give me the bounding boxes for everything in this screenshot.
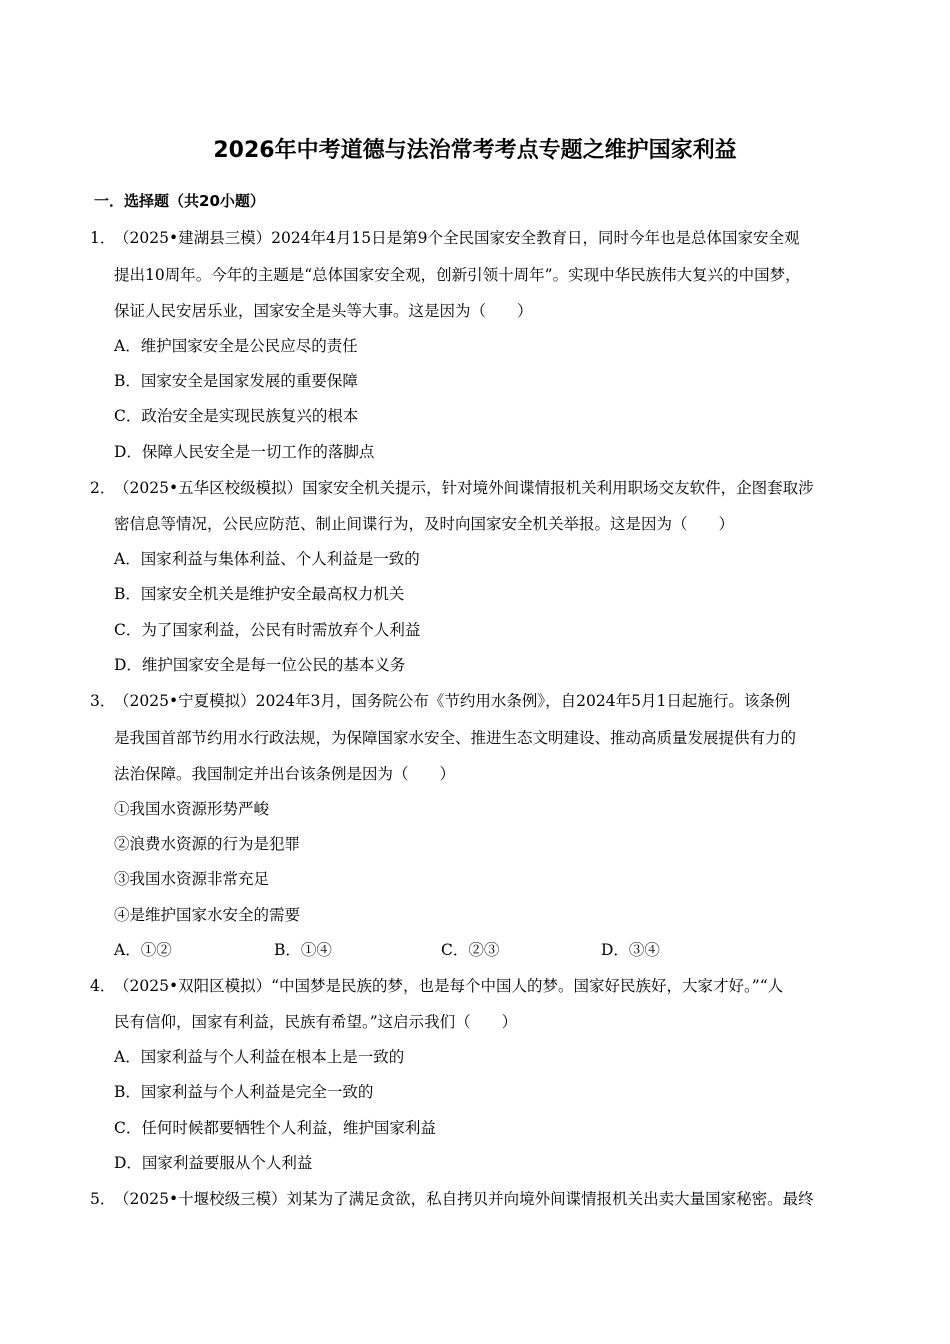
answer-option: B．国家安全机关是维护安全最高权力机关 xyxy=(114,585,405,603)
question-text-line: 密信息等情况，公民应防范、制止间谍行为，及时向国家安全机关举报。这是因为（ ） xyxy=(114,515,735,533)
answer-option: A．国家利益与个人利益在根本上是一致的 xyxy=(114,1048,405,1066)
answer-option: A．维护国家安全是公民应尽的责任 xyxy=(114,337,358,355)
answer-option: B．国家安全是国家发展的重要保障 xyxy=(114,372,358,390)
question-text-line: 保证人民安居乐业，国家安全是头等大事。这是因为（ ） xyxy=(114,302,533,320)
answer-option: C．任何时候都要牺牲个人利益，维护国家利益 xyxy=(114,1119,436,1137)
answer-option: D．国家利益要服从个人利益 xyxy=(114,1154,313,1172)
answer-option: D．保障人民安全是一切工作的落脚点 xyxy=(114,443,375,461)
question-text-line: （2025•建湖县三模）2024年4月15日是第9个全民国家安全教育日，同时今年也是总体国家安全观 xyxy=(114,229,800,247)
question-text-line: （2025•双阳区模拟）“中国梦是民族的梦，也是每个中国人的梦。国家好民族好，大家才好。”“人 xyxy=(114,977,784,995)
question-number: 4． xyxy=(90,977,116,995)
answer-option: A．国家利益与集体利益、个人利益是一致的 xyxy=(114,550,420,568)
statement-item: ④是维护国家水安全的需要 xyxy=(114,906,301,924)
statement-item: ③我国水资源非常充足 xyxy=(114,870,270,888)
choice-option: D．③④ xyxy=(601,941,660,959)
choice-option: B．①④ xyxy=(274,941,332,959)
question-text-line: 民有信仰，国家有利益，民族有希望。”这启示我们（ ） xyxy=(114,1013,518,1031)
answer-option: C．为了国家利益，公民有时需放弃个人利益 xyxy=(114,621,421,639)
question-number: 1． xyxy=(90,229,116,247)
question-text-line: （2025•十堰校级三模）刘某为了满足贪欲，私自拷贝并向境外间谍情报机关出卖大量国家秘密。最终 xyxy=(114,1190,814,1208)
question-number: 2． xyxy=(90,479,116,497)
answer-option: C．政治安全是实现民族复兴的根本 xyxy=(114,407,359,425)
question-text-line: （2025•宁夏模拟）2024年3月，国务院公布《节约用水条例》，自2024年5月1日起施行。该条例 xyxy=(114,692,791,710)
section-heading: 一．选择题（共20小题） xyxy=(94,192,265,210)
answer-option: D．维护国家安全是每一位公民的基本义务 xyxy=(114,656,406,674)
choice-option: C．②③ xyxy=(441,941,500,959)
choice-row xyxy=(0,938,950,962)
question-text-line: （2025•五华区校级模拟）国家安全机关提示，针对境外间谍情报机关利用职场交友软件，企图套取涉 xyxy=(114,479,814,497)
statement-item: ①我国水资源形势严峻 xyxy=(114,800,270,818)
document-title: 2026年中考道德与法治常考考点专题之维护国家利益 xyxy=(213,138,737,163)
question-number: 3． xyxy=(90,692,116,710)
answer-option: B．国家利益与个人利益是完全一致的 xyxy=(114,1083,374,1101)
question-text-line: 提出10周年。今年的主题是“总体国家安全观，创新引领十周年”。实现中华民族伟大复兴的中国梦， xyxy=(114,266,801,284)
question-number: 5． xyxy=(90,1190,116,1208)
statement-item: ②浪费水资源的行为是犯罪 xyxy=(114,835,301,853)
question-text-line: 法治保障。我国制定并出台该条例是因为（ ） xyxy=(114,765,456,783)
choice-option: A．①② xyxy=(114,941,172,959)
question-text-line: 是我国首部节约用水行政法规，为保障国家水安全、推进生态文明建设、推动高质量发展提供有力的 xyxy=(114,729,797,747)
